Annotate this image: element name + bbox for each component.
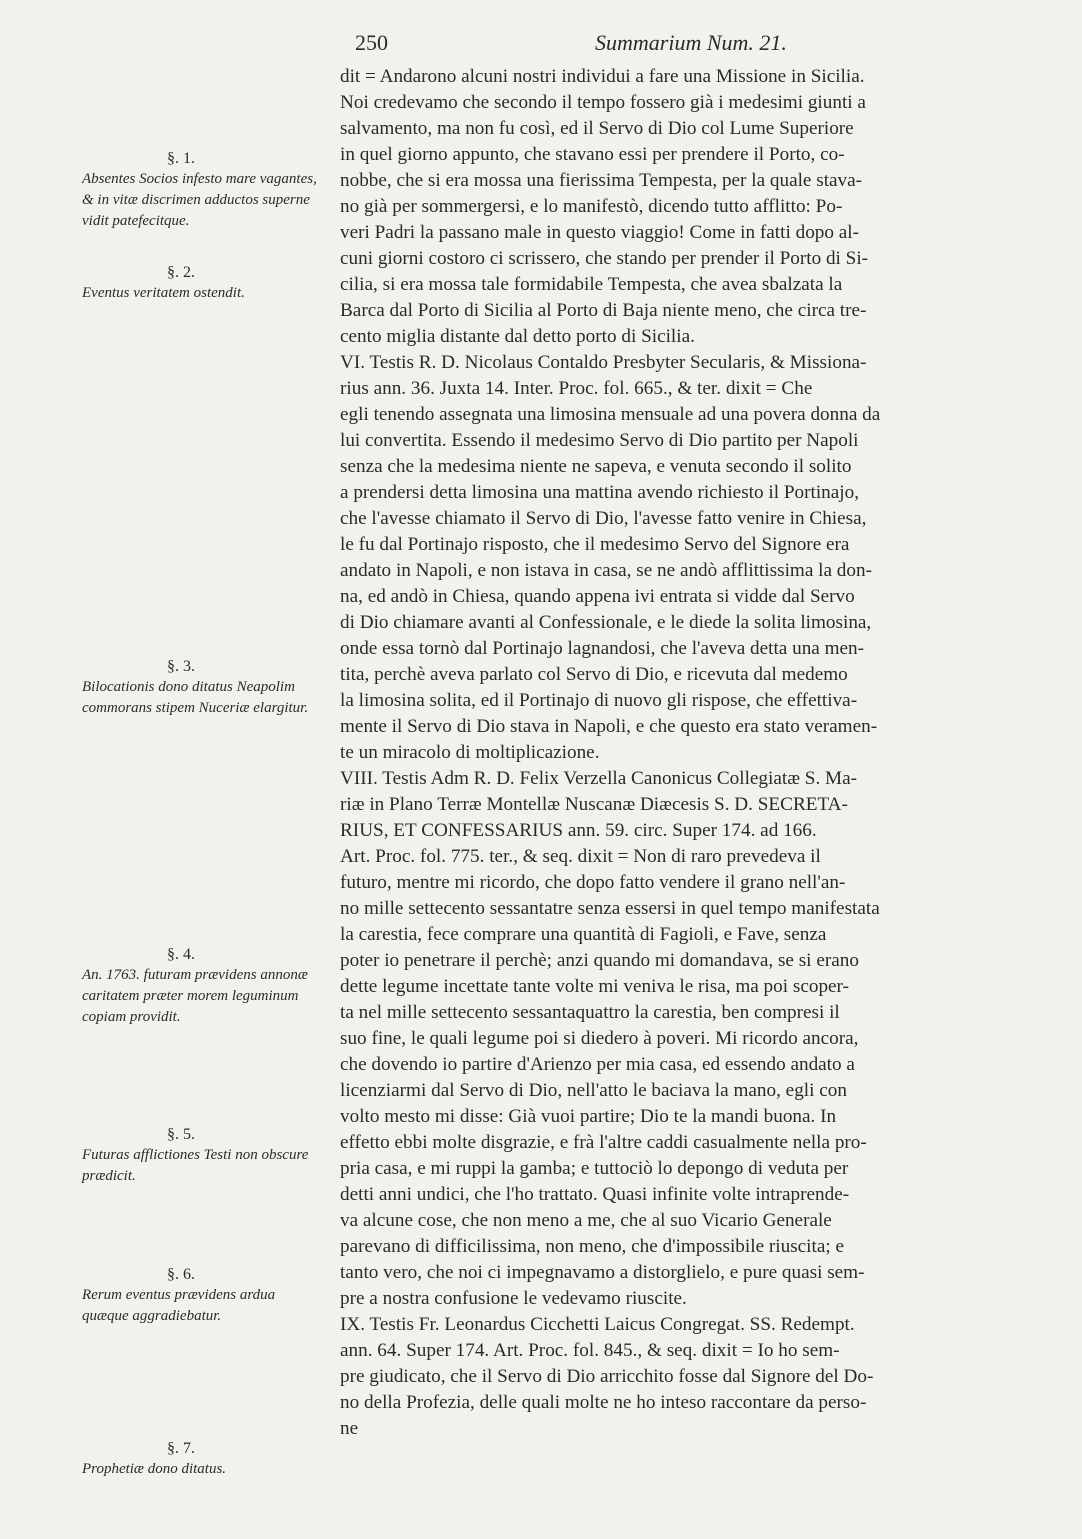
text-line: te un miracolo di moltiplicazione.: [340, 742, 600, 763]
text-line: va alcune cose, che non meno a me, che al suo Vicario Generale: [340, 1210, 832, 1231]
text-line: detti anni undici, che l'ho trattato. Quasi infinite volte intraprende-: [340, 1184, 850, 1205]
margin-note-1: [82, 148, 322, 232]
text-line: cilia, si era mossa tale formidabile Tempesta, che avea sbalzata la: [340, 274, 843, 295]
text-line: poter io penetrare il perchè; anzi quando mi domandava, se si erano: [340, 950, 859, 971]
text-line: parevano di difficilissima, non meno, che d'impossibile riuscita; e: [340, 1236, 844, 1257]
text-line: pre a nostra confusione le vedevamo riuscite.: [340, 1288, 687, 1309]
text-line: riæ in Plano Terræ Montellæ Nuscanæ Diæcesis S. D. SECRETA-: [340, 794, 848, 815]
text-line: RIUS, ET CONFESSARIUS ann. 59. circ. Super 174. ad 166.: [340, 820, 817, 841]
text-line: mente il Servo di Dio stava in Napoli, e che questo era stato veramen-: [340, 716, 878, 737]
text-line: la limosina solita, ed il Portinajo di nuovo gli rispose, che effettiva-: [340, 690, 858, 711]
margin-note-7: [82, 1438, 322, 1480]
margin-note-2: [82, 262, 322, 304]
text-line: dit = Andarono alcuni nostri individui a fare una Missione in Sicilia.: [340, 66, 865, 87]
text-line: salvamento, ma non fu così, ed il Servo di Dio col Lume Superiore: [340, 118, 854, 139]
text-line: pria casa, e mi ruppi la gamba; e tuttociò lo depongo di veduta per: [340, 1158, 849, 1179]
margin-note-text: Bilocationis dono ditatus Neapolim commorans stipem Nuceriæ elargitur.: [82, 679, 309, 716]
text-line: rius ann. 36. Juxta 14. Inter. Proc. fol. 665., & ter. dixit = Che: [340, 378, 813, 399]
running-title: Summarium Num. 21.: [595, 30, 787, 55]
text-line: cento miglia distante dal detto porto di Sicilia.: [340, 326, 695, 347]
main-text-column: [340, 64, 1045, 1442]
text-line: na, ed andò in Chiesa, quando appena ivi entrata si vidde dal Servo: [340, 586, 855, 607]
text-line: pre giudicato, che il Servo di Dio arricchito fosse dal Signore del Do-: [340, 1366, 874, 1387]
margin-section-label: §. 5.: [167, 1126, 195, 1143]
margin-note-6: [82, 1264, 322, 1327]
margin-section-label: §. 2.: [167, 264, 195, 281]
text-line: no mille settecento sessantatre senza essersi in quel tempo manifestata: [340, 898, 880, 919]
text-line: VI. Testis R. D. Nicolaus Contaldo Presbyter Secularis, & Missiona-: [340, 352, 867, 373]
text-line: effetto ebbi molte disgrazie, e frà l'altre caddi casualmente nella pro-: [340, 1132, 867, 1153]
text-line: ann. 64. Super 174. Art. Proc. fol. 845., & seq. dixit = Io ho sem-: [340, 1340, 840, 1361]
margin-section-label: §. 6.: [167, 1266, 195, 1283]
text-line: dette legume incettate tante volte mi veniva le risa, ma poi scoper-: [340, 976, 849, 997]
text-line: licenziarmi dal Servo di Dio, nell'atto le baciava la mano, egli con: [340, 1080, 847, 1101]
margin-note-3: [82, 656, 322, 719]
text-line: senza che la medesima niente ne sapeva, e venuta secondo il solito: [340, 456, 852, 477]
text-line: la carestia, fece comprare una quantità di Fagioli, e Fave, senza: [340, 924, 827, 945]
text-line: a prendersi detta limosina una mattina avendo richiesto il Portinajo,: [340, 482, 859, 503]
margin-note-text: Futuras afflictiones Testi non obscure prædicit.: [82, 1147, 309, 1184]
margin-section-label: §. 1.: [167, 150, 195, 167]
text-line: veri Padri la passano male in questo viaggio! Come in fatti dopo al-: [340, 222, 860, 243]
margin-note-5: [82, 1124, 322, 1187]
text-line: che dovendo io partire d'Arienzo per mia casa, ed essendo andato a: [340, 1054, 855, 1075]
text-line: no della Profezia, delle quali molte ne ho inteso raccontare da perso-: [340, 1392, 867, 1413]
text-line: tita, perchè aveva parlato col Servo di Dio, e ricevuta dal medemo: [340, 664, 848, 685]
text-line: VIII. Testis Adm R. D. Felix Verzella Canonicus Collegiatæ S. Ma-: [340, 768, 858, 789]
page-number: 250: [355, 30, 388, 55]
text-line: ta nel mille settecento sessantaquattro la carestia, ben compresi il: [340, 1002, 840, 1023]
margin-section-label: §. 7.: [167, 1440, 195, 1457]
margin-section-label: §. 4.: [167, 946, 195, 963]
text-line: IX. Testis Fr. Leonardus Cicchetti Laicus Congregat. SS. Redempt.: [340, 1314, 855, 1335]
text-line: andato in Napoli, e non istava in casa, se ne andò afflittissima la don-: [340, 560, 872, 581]
margin-section-label: §. 3.: [167, 658, 195, 675]
text-line: onde essa tornò dal Portinajo lagnandosi, che l'aveva detta una men-: [340, 638, 865, 659]
text-line: cuni giorni costoro ci scrissero, che stando per prender il Porto di Si-: [340, 248, 869, 269]
text-line: nobbe, che si era mossa una fierissima Tempesta, per la quale stava-: [340, 170, 863, 191]
margin-note-text: Absentes Socios infesto mare vagantes, & in vitæ discrimen adductos superne vidit patefecitque.: [82, 171, 317, 229]
text-line: ne: [340, 1418, 359, 1439]
text-line: egli tenendo assegnata una limosina mensuale ad una povera donna da: [340, 404, 881, 425]
margin-note-text: Rerum eventus prævidens ardua quæque aggradiebatur.: [82, 1287, 276, 1324]
text-line: di Dio chiamare avanti al Confessionale, e le diede la solita limosina,: [340, 612, 872, 633]
text-line: in quel giorno appunto, che stavano essi per prendere il Porto, co-: [340, 144, 845, 165]
margin-note-4: [82, 944, 322, 1028]
margin-note-text: An. 1763. futuram prævidens annonæ caritatem præter morem leguminum copiam providit.: [82, 967, 308, 1025]
page-header: [355, 30, 1035, 58]
text-line: Barca dal Porto di Sicilia al Porto di Baja niente meno, che circa tre-: [340, 300, 867, 321]
text-line: suo fine, le quali legume poi si diedero à poveri. Mi ricordo ancora,: [340, 1028, 859, 1049]
text-line: futuro, mentre mi ricordo, che dopo fatto vendere il grano nell'an-: [340, 872, 846, 893]
text-line: tanto vero, che noi ci impegnavamo a distorglielo, e pure quasi sem-: [340, 1262, 865, 1283]
margin-note-text: Eventus veritatem ostendit.: [82, 285, 245, 301]
text-line: Noi credevamo che secondo il tempo fossero già i medesimi giunti a: [340, 92, 866, 113]
text-line: le fu dal Portinajo risposto, che il medesimo Servo del Signore era: [340, 534, 850, 555]
margin-note-text: Prophetiæ dono ditatus.: [82, 1461, 227, 1477]
text-line: Art. Proc. fol. 775. ter., & seq. dixit = Non di raro prevedeva il: [340, 846, 821, 867]
text-line: lui convertita. Essendo il medesimo Servo di Dio partito per Napoli: [340, 430, 859, 451]
text-line: volto mesto mi disse: Già vuoi partire; Dio te la mandi buona. In: [340, 1106, 837, 1127]
text-line: che l'avesse chiamato il Servo di Dio, l'avesse fatto venire in Chiesa,: [340, 508, 867, 529]
text-line: no già per sommergersi, e lo manifestò, dicendo tutto afflitto: Po-: [340, 196, 843, 217]
